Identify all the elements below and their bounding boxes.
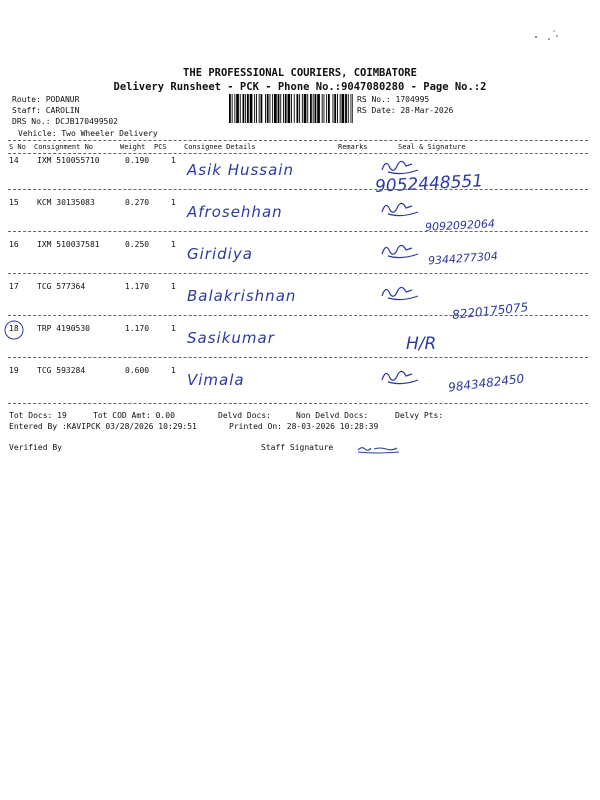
row-divider xyxy=(8,273,588,274)
row-signature-handwritten: 9843482450 xyxy=(447,371,525,395)
row-sno: 17 xyxy=(9,282,19,291)
scan-specks xyxy=(530,25,570,45)
row-pcs: 1 xyxy=(171,198,176,207)
row-divider xyxy=(8,315,588,316)
row-divider xyxy=(8,231,588,232)
row-weight: 0.600 xyxy=(125,366,150,375)
rs-number: RS No.: 1704995 xyxy=(357,95,430,104)
row-divider xyxy=(8,357,588,358)
delivery-points: Delvy Pts: xyxy=(395,411,444,420)
row-consignment-no: IXM 510037581 xyxy=(37,240,100,249)
row-consignee-handwritten: Sasikumar xyxy=(187,329,275,347)
row-signature-handwritten: 9052448551 xyxy=(374,171,484,197)
row-signature-handwritten: H/R xyxy=(406,334,437,354)
row-sno: 15 xyxy=(9,198,19,207)
col-consignee-details: Consignee Details xyxy=(184,143,256,151)
route-label: Route: PODANUR xyxy=(12,95,80,104)
col-pcs: PCS xyxy=(154,143,167,151)
row-sno: 19 xyxy=(9,366,19,375)
signature-scribble xyxy=(440,322,490,344)
row-consignment-no: TCG 593284 xyxy=(37,366,86,375)
signature-scribble xyxy=(378,364,428,386)
row-sno: 16 xyxy=(9,240,19,249)
col-consignment: Consignment No xyxy=(34,143,94,151)
row-consignee-handwritten: Vimala xyxy=(187,371,245,389)
row-divider xyxy=(8,403,588,404)
row-signature-handwritten: 9344277304 xyxy=(427,249,499,268)
company-title: THE PROFESSIONAL COURIERS, COIMBATORE xyxy=(183,67,417,79)
staff-signature-mark xyxy=(352,440,402,456)
row-weight: 1.170 xyxy=(125,282,150,291)
tot-cod-amount: Tot COD Amt: 0.00 xyxy=(93,411,175,420)
col-seal-signature: Seal & Signature xyxy=(398,143,466,151)
row-weight: 0.270 xyxy=(125,198,150,207)
row-weight: 0.250 xyxy=(125,240,150,249)
drs-number: DRS No.: DCJB170499502 xyxy=(12,117,118,126)
barcode xyxy=(229,94,353,123)
row-consignee-handwritten: Afrosehhan xyxy=(187,203,283,221)
entered-by: Entered By :KAVIPCK 03/28/2026 10:29:51 xyxy=(9,422,197,431)
verified-by: Verified By xyxy=(9,443,62,452)
printed-on: Printed On: 28-03-2026 10:28:39 xyxy=(229,422,379,431)
row-pcs: 1 xyxy=(171,366,176,375)
row-consignee-handwritten: Asik Hussain xyxy=(187,161,294,179)
runsheet-subtitle: Delivery Runsheet - PCK - Phone No.:9047080280 - Page No.:2 xyxy=(113,81,487,93)
row-consignment-no: TRP 4190530 xyxy=(37,324,90,333)
signature-scribble xyxy=(378,280,428,302)
vehicle-label: Vehicle: Two Wheeler Delivery xyxy=(18,129,158,138)
signature-scribble xyxy=(378,238,428,260)
col-weight: Weight xyxy=(120,143,146,151)
row-pcs: 1 xyxy=(171,240,176,249)
signature-scribble xyxy=(378,196,428,218)
non-delivered-docs: Non Delvd Docs: xyxy=(296,411,369,420)
col-sno: S No xyxy=(9,143,26,151)
row-consignment-no: TCG 577364 xyxy=(37,282,86,291)
staff-signature-label: Staff Signature xyxy=(261,443,334,452)
row-signature-handwritten: 9092092064 xyxy=(424,217,496,234)
row-weight: 1.170 xyxy=(125,324,150,333)
signature-scribble xyxy=(378,154,428,176)
circle-mark xyxy=(3,317,25,341)
row-sno: 14 xyxy=(9,156,19,165)
col-remarks: Remarks xyxy=(338,143,368,151)
row-consignee-handwritten: Giridiya xyxy=(187,245,253,263)
row-pcs: 1 xyxy=(171,324,176,333)
row-pcs: 1 xyxy=(171,282,176,291)
row-signature-handwritten: 8220175075 xyxy=(451,300,529,322)
rs-date: RS Date: 28-Mar-2026 xyxy=(357,106,454,115)
row-weight: 0.190 xyxy=(125,156,150,165)
row-consignment-no: KCM 30135083 xyxy=(37,198,95,207)
row-consignment-no: IXM 510055710 xyxy=(37,156,100,165)
row-consignee-handwritten: Balakrishnan xyxy=(187,287,297,305)
row-divider xyxy=(8,189,588,190)
delivered-docs: Delvd Docs: xyxy=(218,411,271,420)
row-sno: 18 xyxy=(9,324,19,333)
staff-label: Staff: CAROLIN xyxy=(12,106,80,115)
tot-docs: Tot Docs: 19 xyxy=(9,411,67,420)
row-pcs: 1 xyxy=(171,156,176,165)
